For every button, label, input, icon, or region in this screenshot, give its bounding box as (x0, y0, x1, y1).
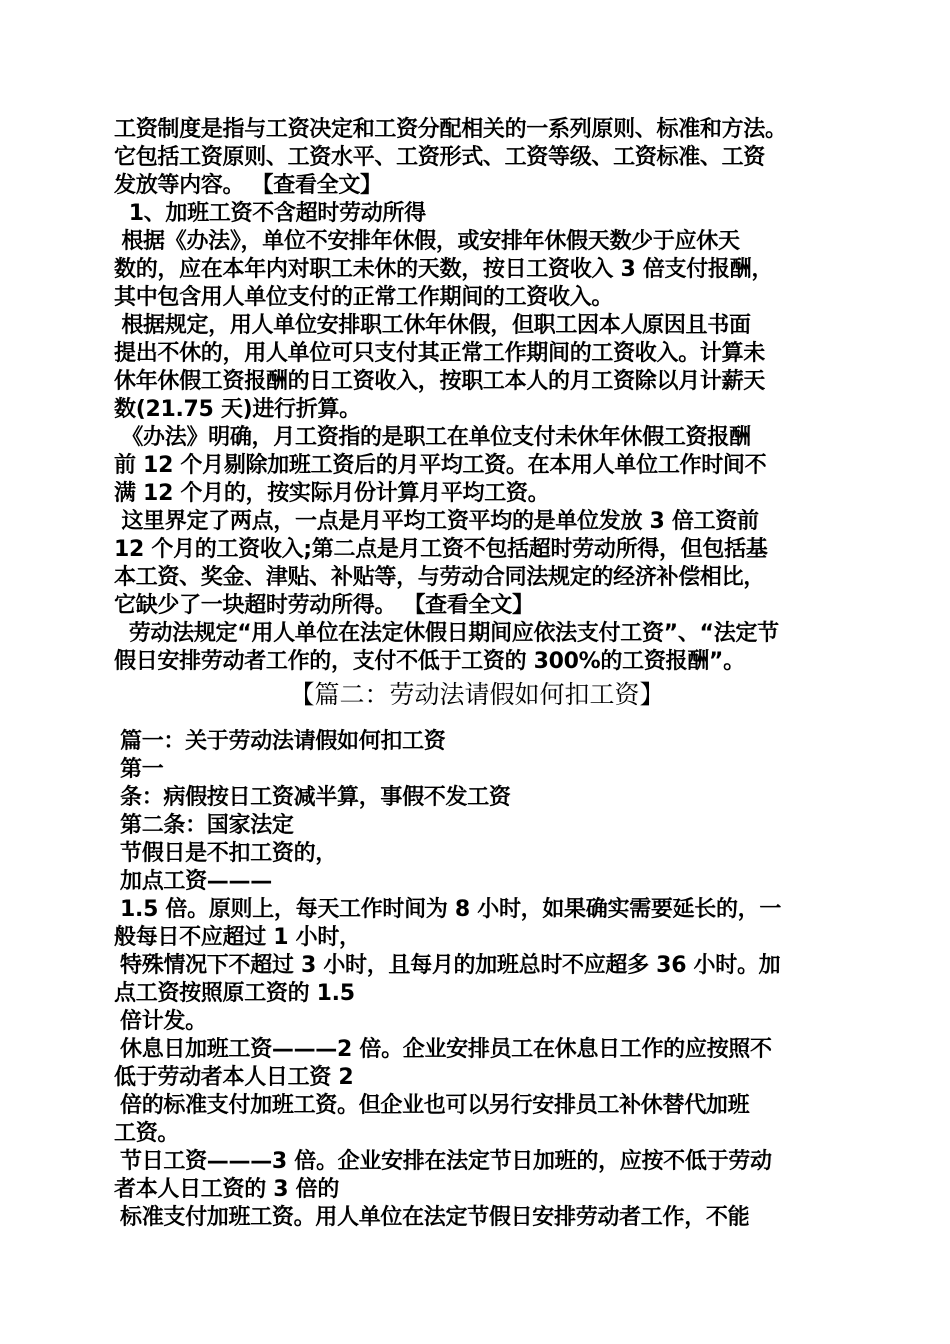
text-line: 满 12 个月的，按实际月份计算月平均工资。 (114, 481, 550, 506)
text-line: 1、加班工资不含超时劳动所得 (114, 201, 426, 226)
paragraph-special-cases (114, 952, 840, 1008)
text-line: 倍的标准支付加班工资。但企业也可以另行安排员工补休替代加班 (120, 1093, 750, 1118)
text-line: 低于劳动者本人日工资 2 (114, 1065, 354, 1090)
paragraph-holiday-standard (114, 1204, 840, 1232)
text-line: 假日安排劳动者工作的，支付不低于工资的 300%的工资报酬”。 (114, 649, 745, 674)
section-title: 【篇二：劳动法请假如何扣工资】 (289, 680, 665, 709)
text-line: 工资制度是指与工资决定和工资分配相关的一系列原则、标准和方法。 (114, 117, 787, 142)
text-line: 倍计发。 (120, 1009, 207, 1034)
text-line: 者本人日工资的 3 倍的 (114, 1177, 340, 1202)
text-line: 根据《办法》，单位不安排年休假，或安排年休假天数少于应休天 (114, 229, 740, 254)
text-line: 发放等内容。 【查看全文】 (114, 173, 382, 198)
paragraph-part-one-title (114, 728, 840, 756)
top-section (114, 116, 840, 676)
text-line: 篇一：关于劳动法请假如何扣工资 (120, 729, 446, 754)
paragraph-monthly-wage (114, 424, 840, 508)
paragraph-rest-day-standard (114, 1092, 840, 1148)
text-line: 般每日不应超过 1 小时， (114, 925, 361, 950)
paragraph-overtime-pay (114, 868, 840, 896)
text-line: 它缺少了一块超时劳动所得。 【查看全文】 (114, 593, 534, 618)
paragraph-wage-system (114, 116, 840, 200)
text-line: 提出不休的，用人单位可只支付其正常工作期间的工资收入。计算未 (114, 341, 766, 366)
text-line: 标准支付加班工资。用人单位在法定节假日安排劳动者工作，不能 (120, 1205, 750, 1230)
text-line: 它包括工资原则、工资水平、工资形式、工资等级、工资标准、工资 (114, 145, 766, 170)
paragraph-holiday-pay (114, 1148, 840, 1204)
text-line: 劳动法规定“用人单位在法定休假日期间应依法支付工资”、“法定节 (114, 621, 779, 646)
paragraph-article-two (114, 840, 840, 868)
paragraph-regulation (114, 312, 840, 424)
text-line: 数(21.75 天)进行折算。 (114, 397, 361, 422)
paragraph-overtime-heading (114, 200, 840, 228)
text-line: 休息日加班工资———2 倍。企业安排员工在休息日工作的应按照不 (120, 1037, 772, 1062)
paragraph-rest-day-pay (114, 1036, 840, 1092)
paragraph-article-one (114, 784, 840, 812)
text-line: 特殊情况下不超过 3 小时，且每月的加班总时不应超多 36 小时。加 (120, 953, 781, 978)
text-line: 第二条：国家法定 (120, 813, 294, 838)
paragraph-article-two-label (114, 812, 840, 840)
text-line: 其中包含用人单位支付的正常工作期间的工资收入。 (114, 285, 614, 310)
document-page (114, 116, 840, 1232)
text-line: 《办法》明确，月工资指的是职工在单位支付未休年休假工资报酬 (114, 425, 751, 450)
paragraph-one-point-five (114, 896, 840, 952)
paragraph-labor-law (114, 620, 840, 676)
paragraph-pay-basis (114, 1008, 840, 1036)
text-line: 节假日是不扣工资的， (120, 841, 338, 866)
text-line: 节日工资———3 倍。企业安排在法定节日加班的，应按不低于劳动 (120, 1149, 772, 1174)
text-line: 这里界定了两点，一点是月平均工资平均的是单位发放 3 倍工资前 (114, 509, 759, 534)
text-line: 第一 (120, 757, 164, 782)
text-line: 1.5 倍。原则上，每天工作时间为 8 小时，如果确实需要延长的，一 (120, 897, 782, 922)
text-line: 加点工资——— (120, 869, 272, 894)
text-line: 条：病假按日工资减半算，事假不发工资 (120, 785, 511, 810)
text-line: 前 12 个月剔除加班工资后的月平均工资。在本用人单位工作时间不 (114, 453, 767, 478)
text-line: 12 个月的工资收入;第二点是月工资不包括超时劳动所得，但包括基 (114, 537, 768, 562)
paragraph-article-one-label (114, 756, 840, 784)
text-line: 工资。 (114, 1121, 180, 1146)
text-line: 休年休假工资报酬的日工资收入，按职工本人的月工资除以月计薪天 (114, 369, 766, 394)
text-line: 数的，应在本年内对职工未休的天数，按日工资收入 3 倍支付报酬， (114, 257, 774, 282)
paragraph-two-points (114, 508, 840, 620)
text-line: 根据规定，用人单位安排职工休年休假，但职工因本人原因且书面 (114, 313, 751, 338)
bottom-section (114, 728, 840, 1232)
paragraph-annual-leave (114, 228, 840, 312)
text-line: 本工资、奖金、津贴、补贴等，与劳动合同法规定的经济补偿相比， (114, 565, 766, 590)
text-line: 点工资按照原工资的 1.5 (114, 981, 355, 1006)
